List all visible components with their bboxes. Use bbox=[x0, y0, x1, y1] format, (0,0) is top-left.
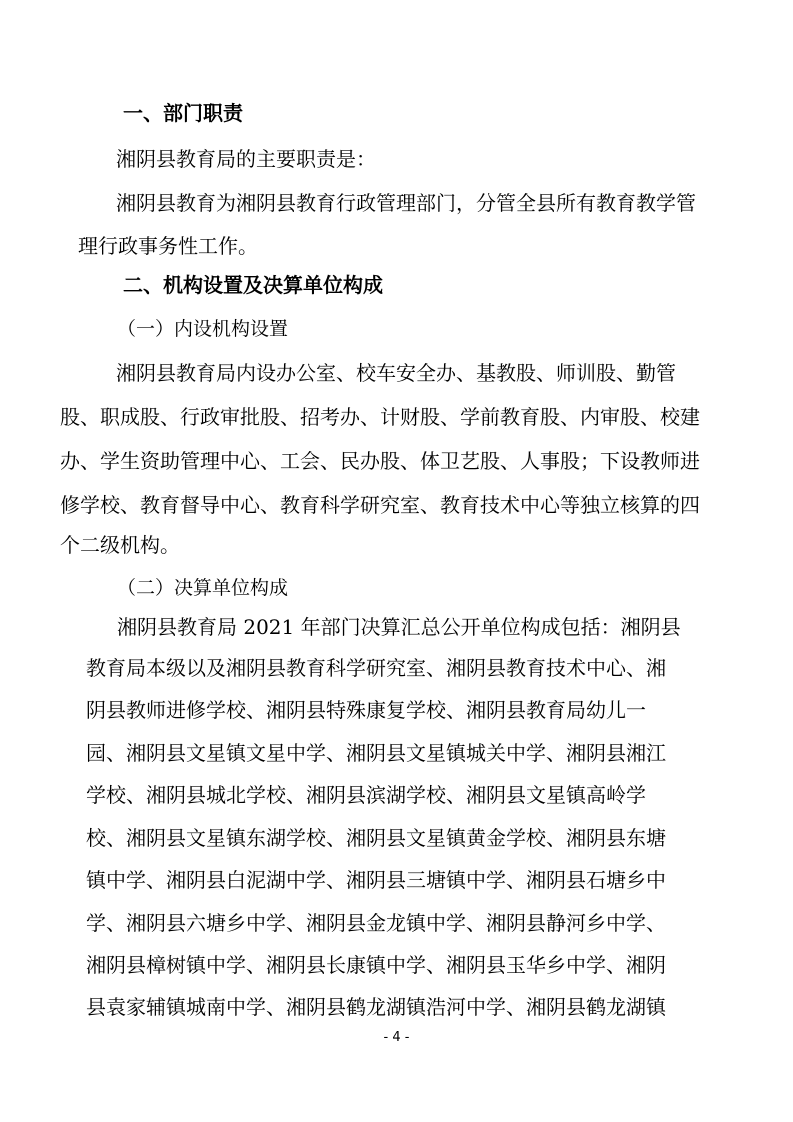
section1-line-1: 湘阴县教育局的主要职责是： bbox=[116, 147, 376, 171]
subsection2-line-9: 湘阴县樟树镇中学、湘阴县长康镇中学、湘阴县玉华乡中学、湘阴 bbox=[86, 953, 666, 977]
subsection1-line-3: 办、学生资助管理中心、工会、民办股、体卫艺股、人事股；下设教师进 bbox=[60, 449, 700, 473]
page-number: - 4 - bbox=[383, 1030, 410, 1045]
subsection2-line-5: 学校、湘阴县城北学校、湘阴县滨湖学校、湘阴县文星镇高岭学 bbox=[86, 783, 646, 807]
subsection1-line-4: 修学校、教育督导中心、教育科学研究室、教育技术中心等独立核算的四 bbox=[60, 493, 700, 517]
section1-heading: 一、部门职责 bbox=[123, 101, 243, 125]
section1-line-3: 理行政事务性工作。 bbox=[78, 234, 258, 258]
subsection2-line-3: 阴县教师进修学校、湘阴县特殊康复学校、湘阴县教育局幼儿一 bbox=[86, 698, 646, 722]
subsection2-line-2: 教育局本级以及湘阴县教育科学研究室、湘阴县教育技术中心、湘 bbox=[86, 656, 666, 680]
subsection2-line-7: 镇中学、湘阴县白泥湖中学、湘阴县三塘镇中学、湘阴县石塘乡中 bbox=[86, 868, 666, 892]
subsection2-title: （二）决算单位构成 bbox=[117, 577, 289, 599]
section1-line-2: 湘阴县教育为湘阴县教育行政管理部门，分管全县所有教育教学管 bbox=[116, 191, 696, 215]
subsection1-line-2: 股、职成股、行政审批股、招考办、计财股、学前教育股、内审股、校建 bbox=[60, 405, 700, 429]
subsection2-line-8: 学、湘阴县六塘乡中学、湘阴县金龙镇中学、湘阴县静河乡中学、 bbox=[86, 911, 666, 935]
section2-heading: 二、机构设置及决算单位构成 bbox=[123, 273, 383, 297]
subsection1-title: （一）内设机构设置 bbox=[117, 318, 289, 340]
subsection2-line-6: 校、湘阴县文星镇东湖学校、湘阴县文星镇黄金学校、湘阴县东塘 bbox=[86, 826, 666, 850]
subsection2-line-10: 县袁家辅镇城南中学、湘阴县鹤龙湖镇浩河中学、湘阴县鹤龙湖镇 bbox=[86, 995, 666, 1019]
subsection2-line-1: 湘阴县教育局 2021 年部门决算汇总公开单位构成包括：湘阴县 bbox=[117, 615, 681, 639]
subsection1-line-1: 湘阴县教育局内设办公室、校车安全办、基教股、师训股、勤管 bbox=[116, 361, 676, 385]
subsection1-line-5: 个二级机构。 bbox=[60, 533, 180, 557]
subsection2-line-4: 园、湘阴县文星镇文星中学、湘阴县文星镇城关中学、湘阴县湘江 bbox=[86, 741, 666, 765]
